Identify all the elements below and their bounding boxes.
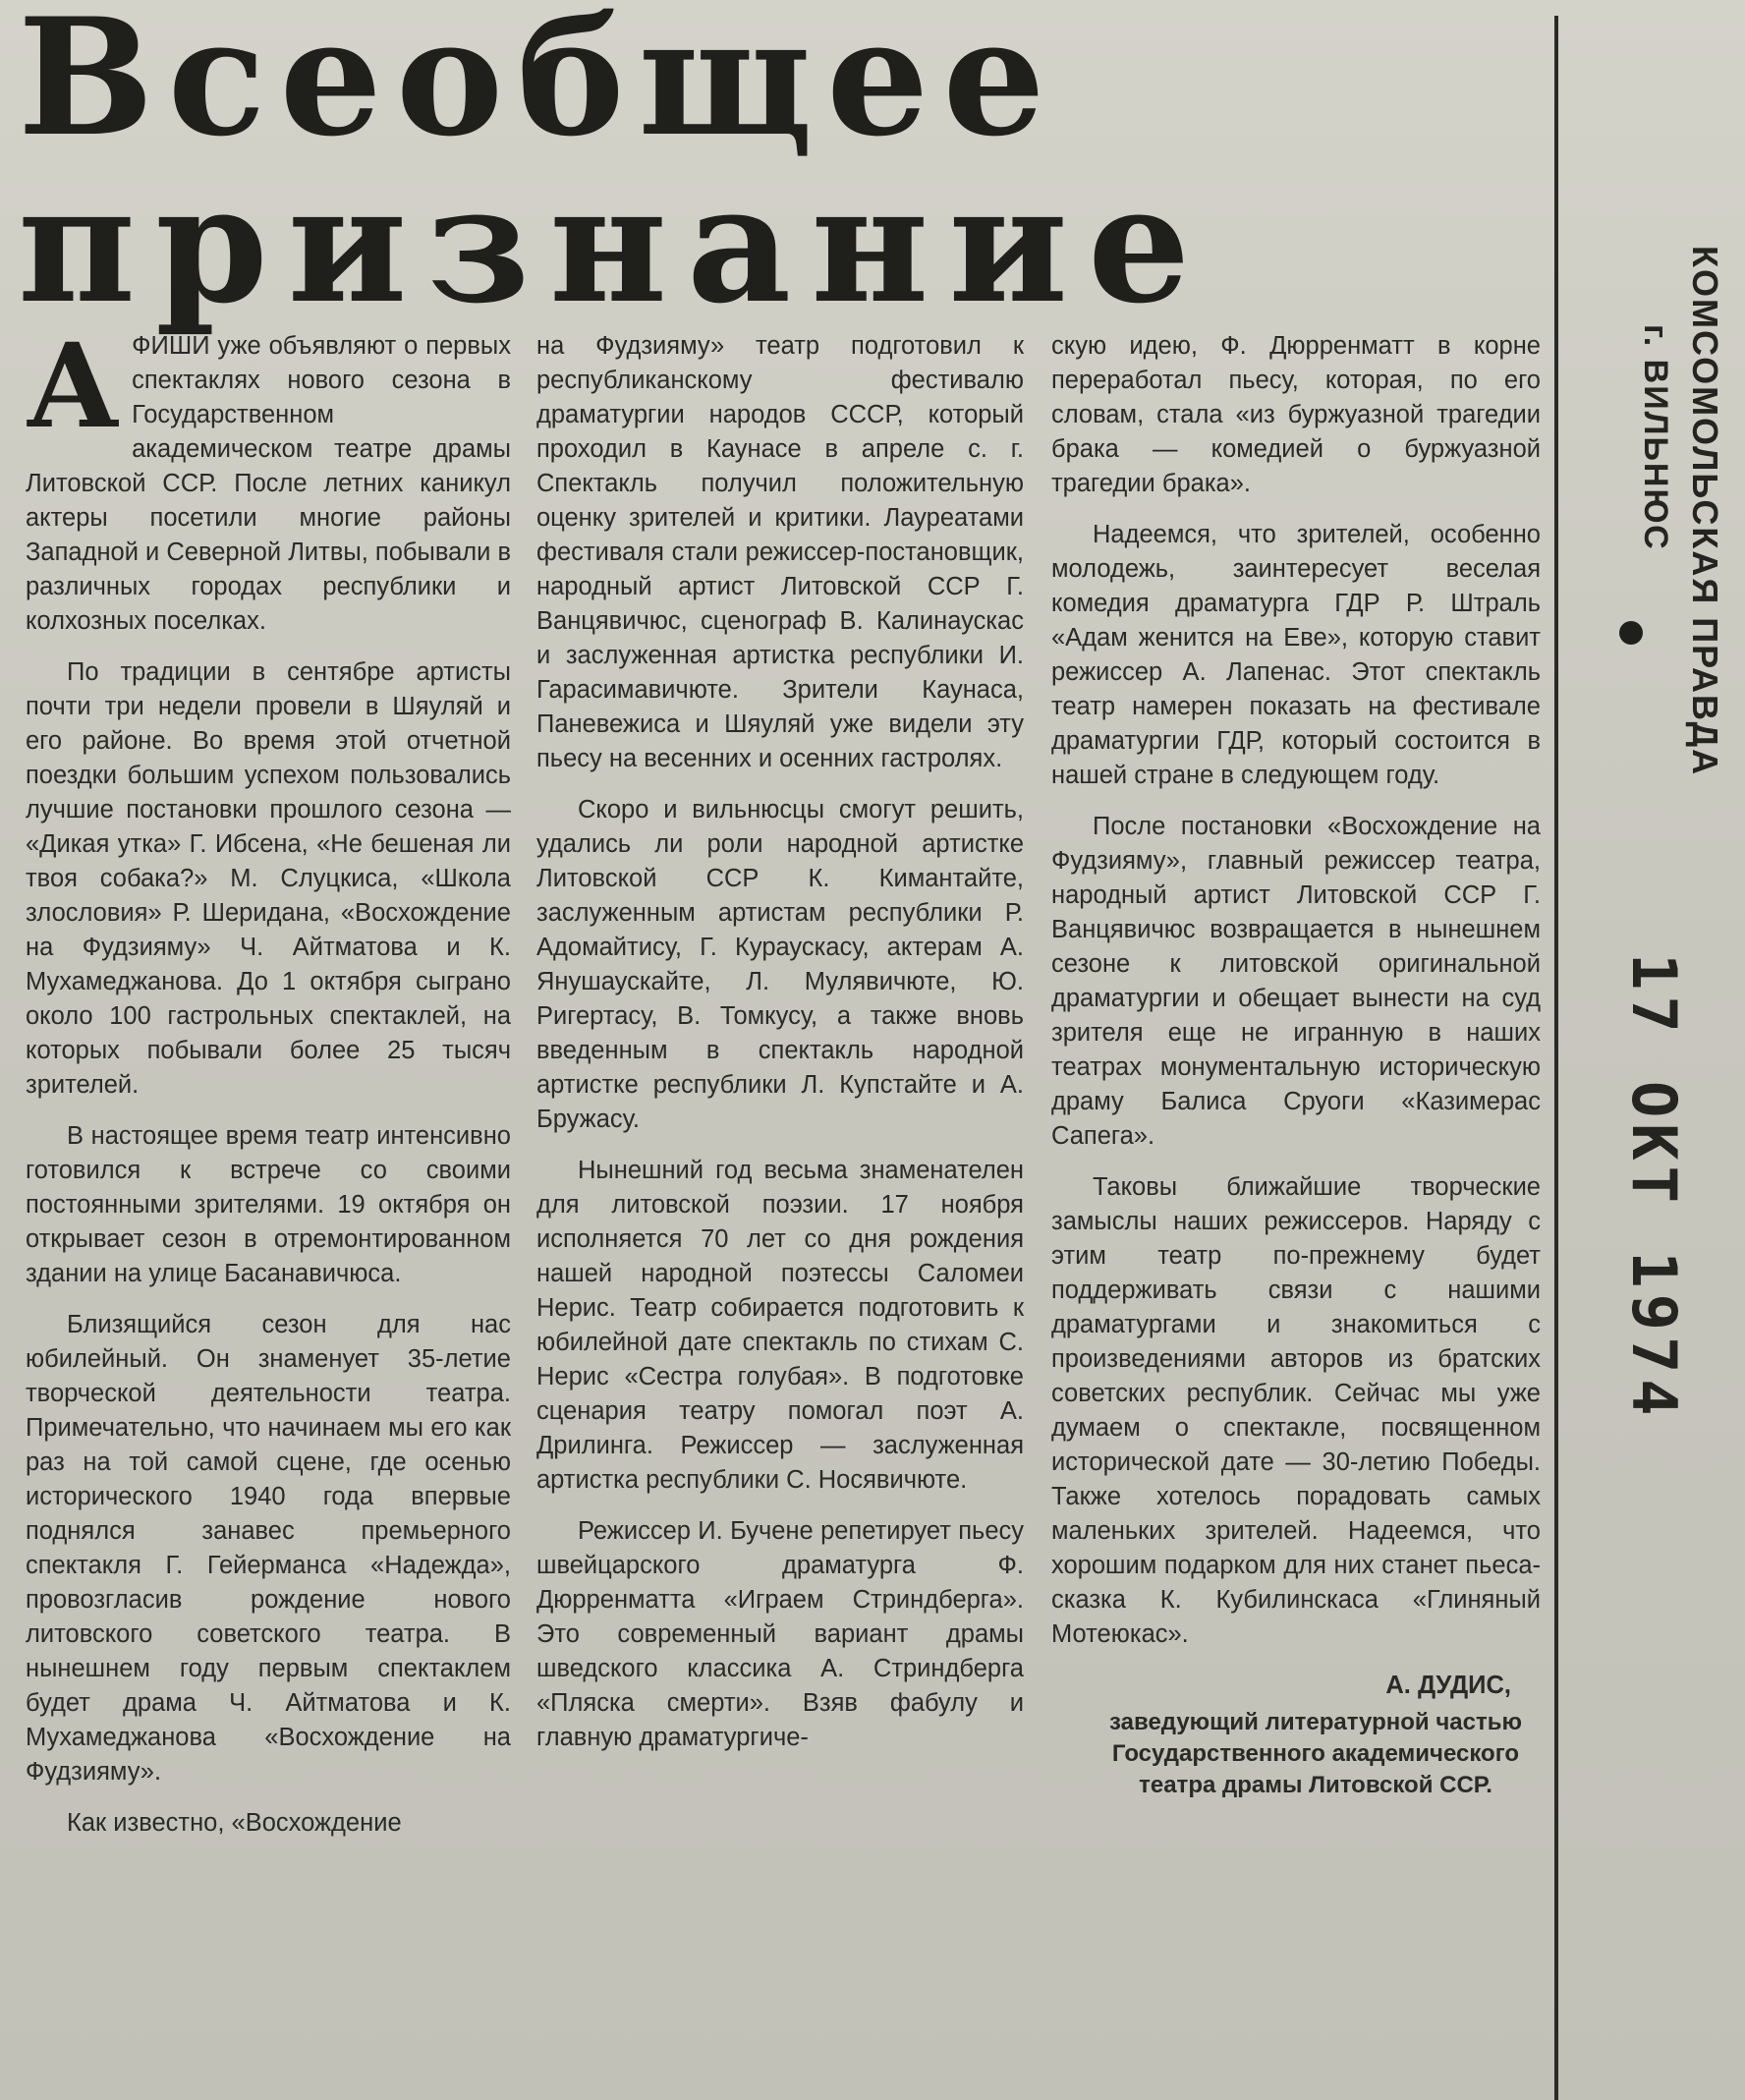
article-paragraph: Таковы ближайшие творческие замыслы наших режиссеров. Наряду с этим театр по-прежнему будет поддерживать связи с нашими драматургами и знакомиться с произведениями авторов из братских советских республик. Сейчас мы уже думаем о спектакле, посвященном исторической дате — 30-летию Победы. Также хотелось порадовать самых маленьких зрителей. Надеемся, что хорошим подарком для них станет пьеса-сказка К. Кубилинскаса «Глиняный Мотеюкас». [1051, 1173, 1541, 1648]
article-paragraph: Режиссер И. Бучене репетирует пьесу швейцарского драматурга Ф. Дюрренматта «Играем Стриндберга». Это современный вариант драмы шведского классика А. Стриндберга «Пляска смерти». Взяв фабулу и главную драматургиче- [536, 1517, 1024, 1751]
article-paragraph: По традиции в сентябре артисты почти три недели провели в Шяуляй и его районе. Во время этой отчетной поездки большим успехом пользовались лучшие постановки прошлого сезона — «Дикая утка» Г. Ибсена, «Не бешеная ли твоя собака?» М. Слуцкиса, «Школа злословия» Р. Шеридана, «Восхождение на Фудзияму» Ч. Айтматова и К. Мухамеджанова. До 1 октября сыграно около 100 гастрольных спектаклей, на которых побывали более 25 тысяч зрителей. [26, 658, 511, 1099]
article-paragraph: скую идею, Ф. Дюрренматт в корне переработал пьесу, которая, по его словам, стала «из буржуазной трагедии брака — комедией о буржуазной трагедии брака». [1051, 332, 1541, 497]
author-name: А. ДУДИС, [1385, 1672, 1511, 1699]
article-paragraph: Близящийся сезон для нас юбилейный. Он знаменует 35-летие творческой деятельности театра. Примечательно, что начинаем мы его как раз на той самой сцене, где осенью исторического 1940 года впервые поднялся занавес премьерного спектакля Г. Гейерманса «Надежда», провозгласив рождение нового литовского советского театра. В нынешнем году первым спектаклем будет драма Ч. Айтматова и К. Мухамеджанова «Восхождение на Фудзияму». [26, 1311, 511, 1786]
article-paragraph: Скоро и вильнюсцы смогут решить, удались ли роли народной артистке Литовской ССР К. Кимантайте, заслуженным артистам республики Р. Адомайтису, Г. Кураускасу, актерам А. Янушаускайте, Л. Мулявичюте, Ю. Ригертасу, В. Томкусу, а также вновь введенным в спектакль народной артистке республики Л. Купстайте и А. Бружасу. [536, 796, 1024, 1133]
article-paragraph: После постановки «Восхождение на Фудзияму», главный режиссер театра, народный артист Литовской ССР Г. Ванцявичюс возвращается в нынешнем сезоне к литовской оригинальной драматургии и обещает вынести на суд зрителя еще не игранную в наших театрах монументальную историческую драму Балиса Сруоги «Казимерас Сапега». [1051, 813, 1541, 1150]
newspaper-name: КОМСОМОЛЬСКАЯ ПРАВДА [1685, 246, 1725, 777]
article-paragraph: В настоящее время театр интенсивно готовился к встрече со своими постоянными зрителями. 19 октября он открывает сезон в отремонтированном здании на улице Басанавичюса. [26, 1122, 511, 1287]
paragraph-text: ФИШИ уже объявляют о первых спектаклях нового сезона в Государственном академическом театре драмы Литовской ССР. После летних каникул актеры посетили многие районы Западной и Северной Литвы, побывали в различных городах республики и колхозных поселках. [26, 332, 511, 635]
date-stamp: 17 ОКТ 1974 [1618, 953, 1690, 1422]
article-paragraph: Надеемся, что зрителей, особенно молодежь, заинтересует веселая комедия драматурга ГДР Р. Штраль «Адам женится на Еве», которую ставит режиссер А. Лапенас. Этот спектакль театр намерен показать на фестивале драматургии ГДР, который состоится в нашей стране в следующем году. [1051, 521, 1541, 789]
article-paragraph [26, 329, 511, 639]
article-column-3 [1051, 329, 1541, 2098]
article-paragraph: на Фудзияму» театр подготовил к республиканскому фестивалю драматургии народов СССР, который проходил в Каунасе в апреле с. г. Спектакль получил положительную оценку зрителей и критики. Лауреатами фестиваля стали режиссер-постановщик, народный артист Литовской ССР Г. Ванцявичюс, сценограф В. Калинаускас и заслуженная артистка республики И. Гарасимавичюте. Зрители Каунаса, Паневежиса и Шяуляй уже видели эту пьесу на весенних и осенних гастролях. [536, 332, 1024, 772]
headline-line-1: Всеобщее [18, 0, 1059, 172]
article-column-2 [536, 329, 1024, 2098]
article-paragraph: Нынешний год весьма знаменателен для литовской поэзии. 17 ноября исполняется 70 лет со дня рождения нашей народной поэтессы Саломеи Нерис. Театр собирается подготовить к юбилейной дате спектакль по стихам С. Нерис «Сестра голубая». В подготовке сценария театру помогал поэт А. Дрилинга. Режиссер — заслуженная артистка республики С. Носявичюте. [536, 1157, 1024, 1494]
city-name: г. ВИЛЬНЮС [1637, 324, 1674, 551]
author-role: заведующий литературной частью Государственного академического театра драмы Литовской ССР. [1109, 1709, 1522, 1798]
article-paragraph: Как известно, «Восхождение [67, 1809, 402, 1837]
drop-cap: А [26, 329, 121, 454]
article-column-1 [26, 329, 511, 2098]
headline [18, 0, 1393, 339]
headline-line-2: признание [18, 149, 1210, 339]
margin-divider [1554, 16, 1558, 2100]
bullet-dot-icon [1619, 621, 1643, 645]
